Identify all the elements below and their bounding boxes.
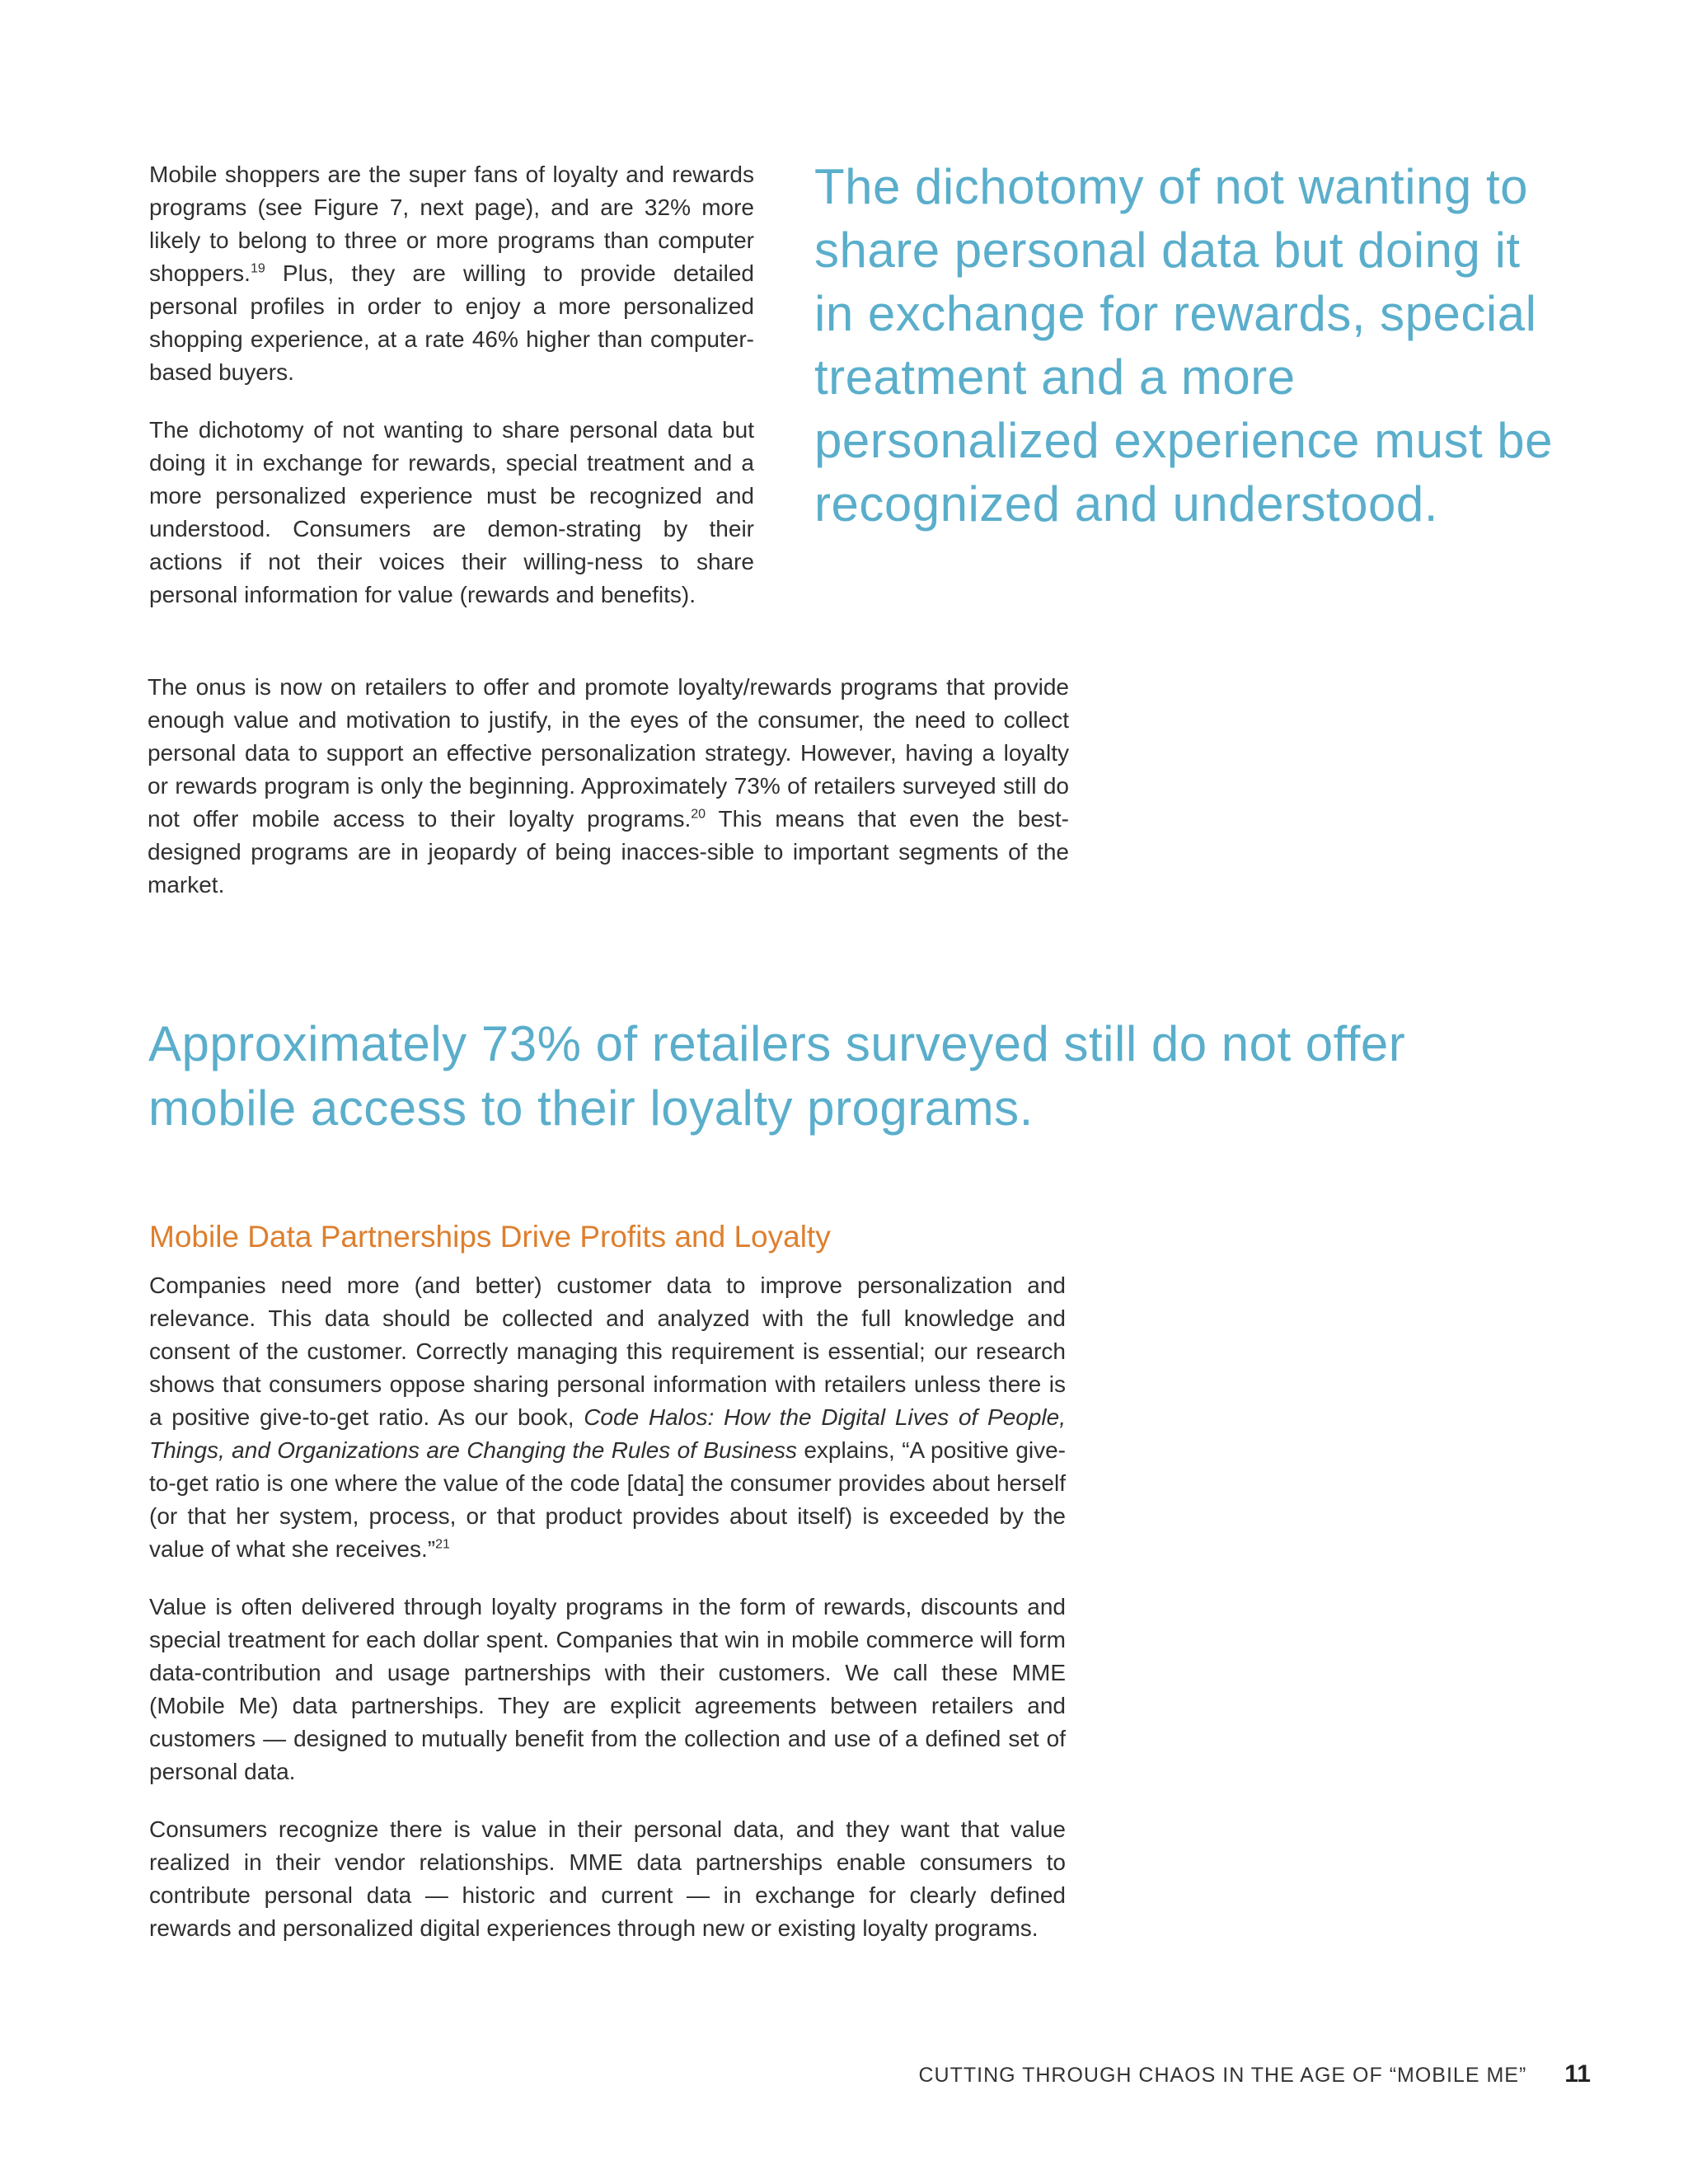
paragraph-text: This means that even the best-designed programs are in jeopardy of being inacces-sible to important segments of the market. [148, 806, 1069, 898]
pullquote-73-percent: Approximately 73% of retailers surveyed still do not offer mobile access to their loyalty programs. [148, 1016, 1406, 1136]
footnote-ref-20: 20 [691, 807, 706, 822]
paragraph-text: Plus, they are willing to provide detailed personal profiles in order to enjoy a more personalized shopping experience, at a rate 46% higher than computer-based buyers. [149, 260, 754, 385]
page-footer [907, 2060, 1591, 2088]
paragraph-text: The onus is now on retailers to offer and promote loyalty/rewards programs that provide enough value and motivation to justify, in the eyes of the consumer, the need to collect personal data to support an effective personalization strategy. However, having a loyalty or rewards program is only the beginning. Approximately 73% of retailers surveyed still do not offer mobile access to their loyalty programs. [148, 674, 1069, 832]
paragraph-text: Companies need more (and better) customer data to improve personalization and relevance. This data should be collected and analyzed with the full knowledge and consent of the customer. Correctly managing this requirement is essential; our research shows that consumers oppose sharing personal information with retailers unless there is a positive give-to-get ratio. As our book, [149, 1272, 1066, 1430]
footnote-ref-19: 19 [250, 261, 265, 276]
paragraph-text: explains, “A positive give-to-get ratio is one where the value of the code [data] the consumer provides about herself (or that her system, process, or that product provides about itself) is exceeded by the value of what she receives.” [149, 1437, 1066, 1562]
footnote-ref-21: 21 [435, 1537, 450, 1552]
footer-title: CUTTING THROUGH CHAOS IN THE AGE OF “MOBILE ME” [918, 2064, 1527, 2087]
page-number: 11 [1564, 2060, 1591, 2088]
paragraph-companies-need-data [149, 1269, 1066, 1566]
paragraph-value-delivered: Value is often delivered through loyalty programs in the form of rewards, discounts and special treatment for each dollar spent. Companies that win in mobile commerce will form data-contribution and usage partnerships with their customers. We call these MME (Mobile Me) data partnerships. They are explicit agreements between retailers and customers — designed to mutually benefit from the collection and use of a defined set of personal data. [149, 1594, 1066, 1784]
section-body [149, 1269, 1066, 1945]
pullquote-dichotomy: The dichotomy of not wanting to share personal data but doing it in exchange for rewards, special treatment and a more personalized experience must be recognized and understood. [814, 159, 1554, 532]
paragraph-mobile-shoppers [149, 158, 754, 389]
book-title: Code Halos: How the Digital Lives of People, Things, and Organizations are Changing the Rules of Business [149, 1404, 1066, 1463]
paragraph-text: Mobile shoppers are the super fans of loyalty and rewards programs (see Figure 7, next page), and are 32% more likely to belong to three or more programs than computer shoppers. [149, 162, 754, 286]
paragraph-dichotomy: The dichotomy of not wanting to share personal data but doing it in exchange for rewards, special treatment and a more personalized experience must be recognized and understood. Consumers are demon-strating by their actions if not their voices their willing-ness to share personal information for value (rewards and benefits). [149, 417, 754, 607]
paragraph-onus [148, 671, 1069, 902]
section-heading: Mobile Data Partnerships Drive Profits and Loyalty [149, 1220, 831, 1254]
paragraph-consumers-recognize: Consumers recognize there is value in their personal data, and they want that value realized in their vendor relationships. MME data partnerships enable consumers to contribute personal data — historic and current — in exchange for clearly defined rewards and personalized digital experiences through new or existing loyalty programs. [149, 1816, 1066, 1941]
left-column [149, 158, 754, 612]
